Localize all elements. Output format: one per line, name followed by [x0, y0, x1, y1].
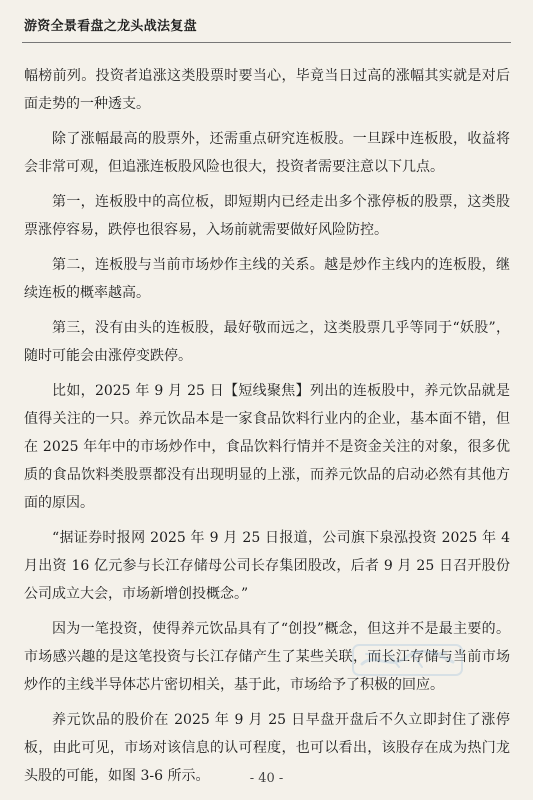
header-divider [22, 42, 511, 43]
paragraph-9: 养元饮品的股价在 2025 年 9 月 25 日早盘开盘后不久立即封住了涨停板，由此可见，市场对该信息的认可程度，也可以看出，该股存在成为热门龙头股的可能，如图 3-6 所示。 [24, 712, 510, 784]
body-text [24, 62, 510, 790]
paragraph-6: 比如，2025 年 9 月 25 日【短线聚焦】列出的连板股中，养元饮品就是值得关注的一只。养元饮品本是一家食品饮料行业内的企业，基本面不错，但在 2025 年年中的市场炒作中，食品饮料行情并不是资金关注的对象，很多优质的食品饮料类股票都没有出现明显的上涨，而养元饮品的启动必然有其他方面的原因。 [24, 383, 510, 511]
paragraph-3: 第一，连板股中的高位板，即短期内已经走出多个涨停板的股票，这类股票涨停容易，跌停也很容易，入场前就需要做好风险防控。 [24, 194, 510, 238]
paragraph-2: 除了涨幅最高的股票外，还需重点研究连板股。一旦踩中连板股，收益将会非常可观，但追涨连板股风险也很大，投资者需要注意以下几点。 [24, 131, 510, 175]
paragraph-8: 因为一笔投资，使得养元饮品具有了“创投”概念，但这并不是最主要的。市场感兴趣的是这笔投资与长江存储产生了某些关联，而长江存储与当前市场炒作的主线半导体芯片密切相关，基于此，市场给予了积极的回应。 [24, 621, 510, 693]
paragraph-5: 第三，没有由头的连板股，最好敬而远之，这类股票几乎等同于“妖股”，随时可能会由涨停变跌停。 [24, 320, 510, 364]
paragraph-4: 第二，连板股与当前市场炒作主线的关系。越是炒作主线内的连板股，继续连板的概率越高。 [24, 257, 510, 301]
paragraph-7: “据证券时报网 2025 年 9 月 25 日报道，公司旗下泉泓投资 2025 年 4 月出资 16 亿元参与长江存储母公司长存集团股改，后者 9 月 25 日召开股份公司成立大会，市场新增创投概念。” [24, 530, 510, 602]
book-title: 游资全景看盘之龙头战法复盘 [24, 19, 197, 34]
running-header [24, 18, 510, 36]
paragraph-1: 幅榜前列。投资者追涨这类股票时要当心，毕竟当日过高的涨幅其实就是对后面走势的一种透支。 [24, 68, 510, 112]
page-number: - 40 - [249, 771, 284, 786]
